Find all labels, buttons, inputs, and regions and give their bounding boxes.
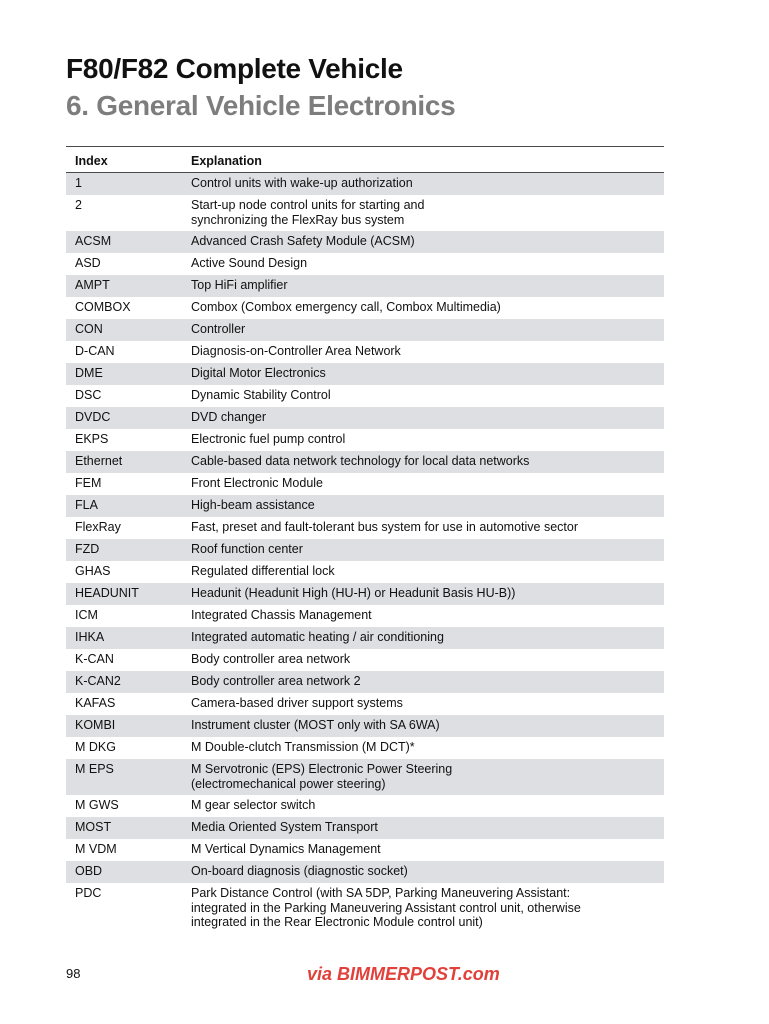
row-explanation-cell: Headunit (Headunit High (HU-H) or Headunit Basis HU-B)) [191,583,664,605]
watermark-text: via BIMMERPOST.com [307,964,500,984]
row-index-cell: M VDM [75,842,117,856]
table-row [66,407,664,429]
row-explanation-cell: Integrated Chassis Management [191,608,372,622]
row-index-cell: ASD [75,256,101,270]
abbreviation-table [66,146,664,934]
table-row [66,627,664,649]
row-explanation-cell: Control units with wake-up authorization [191,173,664,196]
row-index-cell: KOMBI [66,715,191,737]
page-number: 98 [66,966,81,981]
row-explanation-cell: Top HiFi amplifier [191,275,664,297]
row-explanation-cell: Electronic fuel pump control [191,432,346,446]
table-row [66,817,664,839]
row-index-cell: ACSM [66,231,191,253]
row-index-cell: 1 [66,173,191,196]
table-row [66,861,664,883]
row-explanation-cell: On-board diagnosis (diagnostic socket) [191,861,664,883]
row-index-cell: M GWS [75,798,119,812]
row-explanation-cell: Instrument cluster (MOST only with SA 6WA) [191,715,664,737]
row-index-cell: PDC [75,886,102,900]
table-row [66,429,664,451]
column-header-explanation: Explanation [191,147,664,173]
row-explanation-cell: Regulated differential lock [191,564,335,578]
row-explanation-cell: Park Distance Control (with SA 5DP, Parking Maneuvering Assistant: integrated in the Parking Maneuvering Assistant control unit, otherwise integrated in the Rear Electronic Module control unit) [191,886,581,929]
row-index-cell: IHKA [66,627,191,649]
column-header-index: Index [66,147,191,173]
table-row [66,671,664,693]
table-row [66,561,664,583]
row-explanation-cell: Cable-based data network technology for local data networks [191,451,664,473]
row-index-cell: KAFAS [75,696,116,710]
table-row [66,363,664,385]
row-explanation-cell: Fast, preset and fault-tolerant bus system for use in automotive sector [191,520,578,534]
row-index-cell: K-CAN2 [66,671,191,693]
row-explanation-cell: M Double-clutch Transmission (M DCT)* [191,740,415,754]
table-row [66,715,664,737]
table-row [66,451,664,473]
row-index-cell: OBD [66,861,191,883]
row-index-cell: COMBOX [75,300,131,314]
row-explanation-cell: Body controller area network [191,652,351,666]
row-index-cell: MOST [66,817,191,839]
row-index-cell: 2 [75,198,82,212]
row-index-cell: FLA [66,495,191,517]
row-index-cell: FEM [75,476,102,490]
table-row [66,839,664,861]
row-explanation-cell: Controller [191,319,664,341]
table-row [66,231,664,253]
row-explanation-cell: DVD changer [191,407,664,429]
row-index-cell: DSC [75,388,102,402]
table-row [66,583,664,605]
row-explanation-cell: Body controller area network 2 [191,671,664,693]
row-explanation-cell: High-beam assistance [191,495,664,517]
row-index-cell: D-CAN [75,344,115,358]
table-row [66,517,664,539]
table-row [66,737,664,759]
table-row [66,341,664,363]
row-explanation-cell: Camera-based driver support systems [191,696,403,710]
row-index-cell: M DKG [75,740,116,754]
table-row [66,253,664,275]
row-index-cell: GHAS [75,564,111,578]
table-row [66,297,664,319]
table-row [66,795,664,817]
row-index-cell: FlexRay [75,520,121,534]
row-explanation-cell: Diagnosis-on-Controller Area Network [191,344,401,358]
table-row [66,693,664,715]
row-explanation-cell: Active Sound Design [191,256,308,270]
table-row [66,195,664,231]
row-index-cell: K-CAN [75,652,114,666]
row-explanation-cell: Digital Motor Electronics [191,363,664,385]
row-explanation-cell: Integrated automatic heating / air conditioning [191,627,664,649]
page-title: F80/F82 Complete Vehicle [66,53,403,84]
row-index-cell: ICM [75,608,98,622]
table-row [66,473,664,495]
row-index-cell: CON [66,319,191,341]
row-index-cell: M EPS [66,759,191,795]
table-row [66,539,664,561]
row-explanation-cell: Front Electronic Module [191,476,324,490]
table-row [66,495,664,517]
row-index-cell: Ethernet [66,451,191,473]
row-explanation-cell: Advanced Crash Safety Module (ACSM) [191,231,664,253]
row-explanation-cell: M Vertical Dynamics Management [191,842,381,856]
table-row [66,883,664,934]
row-explanation-cell: Dynamic Stability Control [191,388,331,402]
row-index-cell: FZD [66,539,191,561]
row-index-cell: EKPS [75,432,109,446]
table-row [66,173,664,196]
row-index-cell: AMPT [66,275,191,297]
row-explanation-cell: Media Oriented System Transport [191,817,664,839]
row-explanation-cell: Combox (Combox emergency call, Combox Multimedia) [191,300,501,314]
row-explanation-cell: Start-up node control units for starting and synchronizing the FlexRay bus system [191,198,425,227]
row-explanation-cell: M Servotronic (EPS) Electronic Power Steering (electromechanical power steering) [191,759,664,795]
table-row [66,385,664,407]
row-explanation-cell: M gear selector switch [191,798,316,812]
table-row [66,649,664,671]
table-row [66,605,664,627]
row-index-cell: DME [66,363,191,385]
table-row [66,319,664,341]
table-row [66,275,664,297]
table-header-row [66,147,664,173]
page-subtitle: 6. General Vehicle Electronics [66,90,456,121]
table-body [66,173,664,934]
row-index-cell: HEADUNIT [66,583,191,605]
table-row [66,759,664,795]
row-index-cell: DVDC [66,407,191,429]
row-explanation-cell: Roof function center [191,539,664,561]
